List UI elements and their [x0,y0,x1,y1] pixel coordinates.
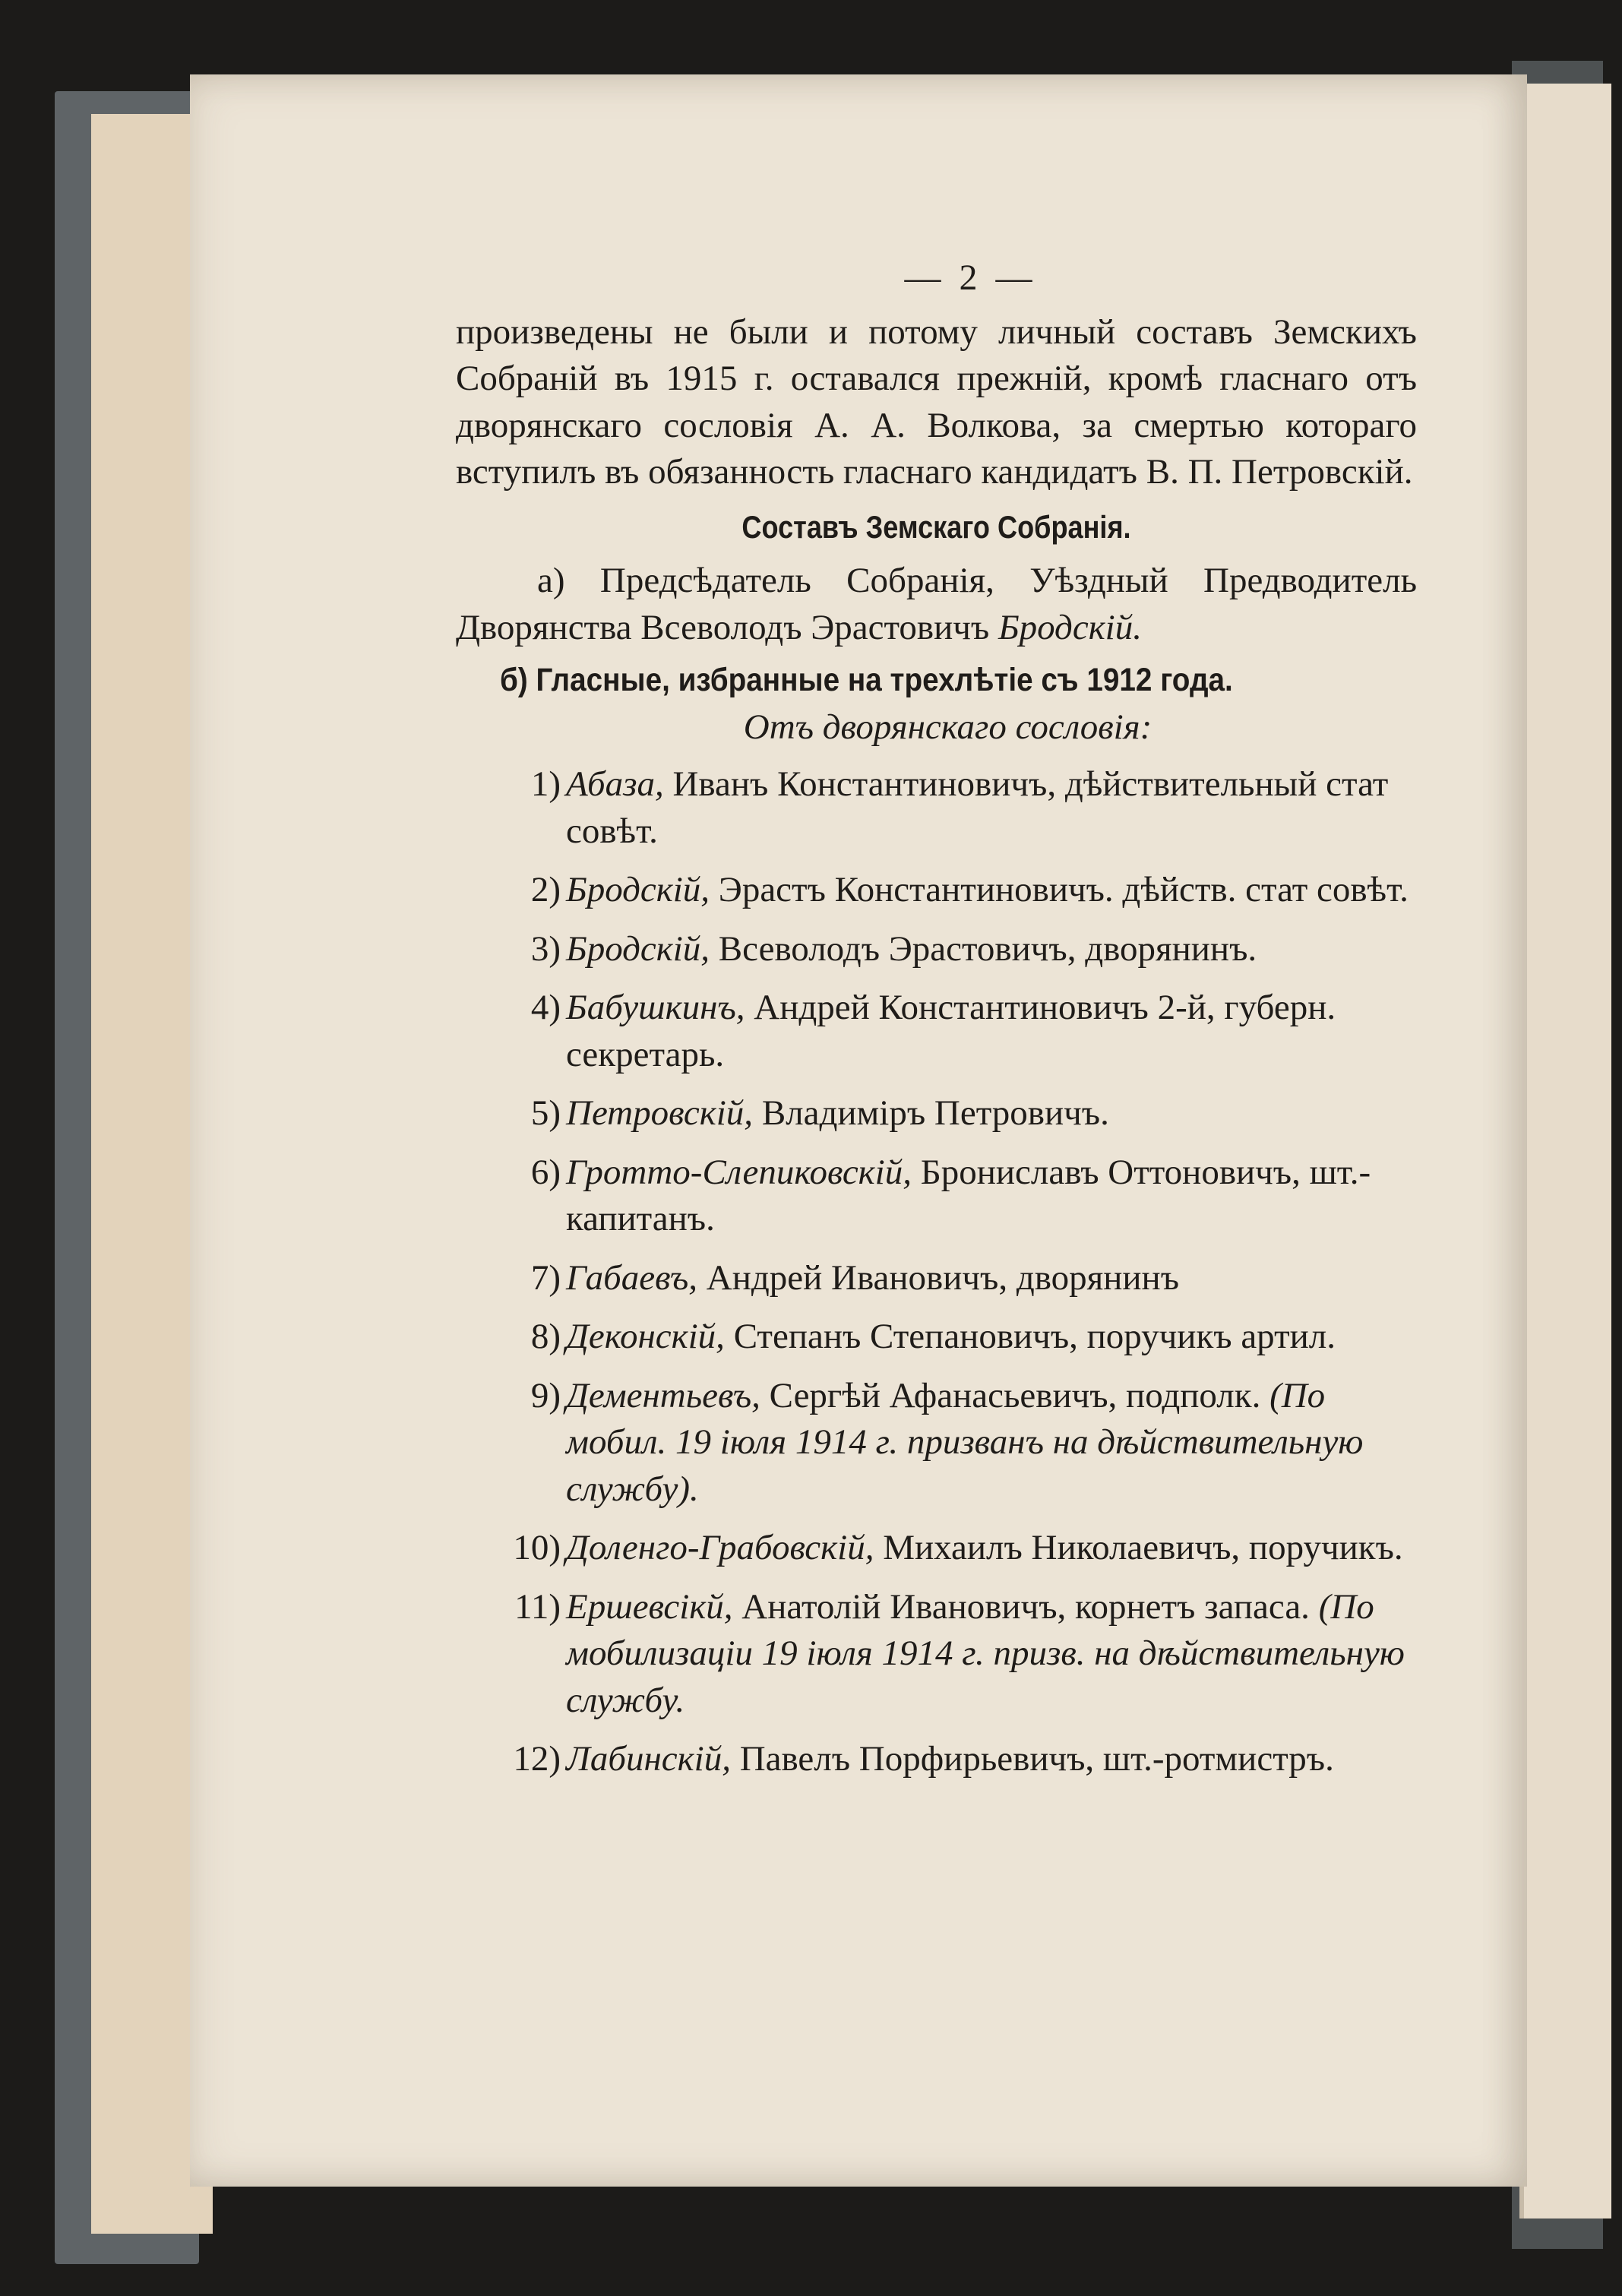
list-item [456,926,1417,973]
member-details: Михаилъ Николаевичъ, поручикъ. [874,1528,1403,1567]
member-details: Всеволодъ Эрастовичъ, дворянинъ. [710,928,1257,969]
facing-page-edge [1519,84,1611,2219]
intro-paragraph: произведены не были и потому личный составъ Земскихъ Собраній въ 1915 г. оставался прежній, кромѣ гласнаго отъ дворянскаго сословія А. А. Волкова, за смертью котораго вступилъ въ обязанность гласнаго кандидатъ В. П. Петровскій. [456,312,1417,492]
member-surname: Гротто-Слепиковскій, [566,1152,912,1192]
member-surname: Бабушкинъ, [566,988,745,1027]
member-surname: Деконскій, [566,1317,725,1356]
member-surname: Дементьевъ, [566,1375,760,1415]
list-item [456,1373,1417,1513]
member-number: 9) [530,1375,561,1415]
member-number: 1) [530,764,561,804]
chairman-paragraph [456,558,1417,651]
section-heading: Составъ Земскаго Собранія. [741,508,1131,545]
member-details: Брониславъ Оттоновичъ, шт.-капитанъ. [566,1152,1371,1238]
member-number: 7) [530,1257,561,1298]
member-surname: Бродскій, [566,870,710,909]
member-surname: Габаевъ, [566,1257,697,1298]
member-list [456,761,1417,1783]
member-note: (По мобилизаціи 19 іюля 1914 г. призв. на дѣйствительную службу. [566,1586,1405,1720]
page-text [456,255,1417,1795]
member-number: 2) [530,870,561,909]
member-surname: Петровскій, [566,1093,754,1133]
chairman-label: а) Предсѣдатель Собранія, Уѣздный Предводитель Дворянства Всеволодъ Эрастовичъ [456,561,1417,647]
member-details: Анатолій Ивановичъ, корнетъ запаса. [732,1586,1319,1627]
list-item [456,1584,1417,1725]
member-details: Павелъ Порфирьевичъ, шт.-ротмистръ. [730,1739,1334,1779]
councillors-heading: б) Гласные, избранные на трехлѣтіе съ 1912 года. [500,662,1233,698]
member-surname: Бродскій, [566,928,710,969]
member-number: 3) [530,928,561,969]
list-item [456,1525,1417,1572]
member-number: 6) [530,1152,561,1192]
member-surname: Лабинскій, [566,1739,731,1779]
list-item [456,1255,1417,1302]
member-number: 11) [514,1586,561,1627]
list-item [456,1314,1417,1361]
member-details: Андрей Константиновичъ 2-й, губерн. секретарь. [566,988,1336,1074]
member-details: Андрей Ивановичъ, дворянинъ [697,1257,1179,1298]
member-surname: Абаза, [566,764,664,804]
member-number: 12) [513,1739,561,1779]
member-details: Сергѣй Афанасьевичъ, подполк. [760,1375,1270,1415]
list-item [456,985,1417,1078]
member-number: 5) [530,1093,561,1133]
member-number: 4) [530,988,561,1027]
list-item [456,761,1417,855]
chairman-surname: Бродскій. [998,607,1142,647]
list-item [456,1150,1417,1243]
member-details: Иванъ Константиновичъ, дѣйствительный стат совѣт. [566,764,1389,851]
member-details: Степанъ Степановичъ, поручикъ артил. [724,1317,1336,1356]
page-number: — 2 — [904,258,1037,298]
list-item [456,1736,1417,1783]
member-surname: Доленго-Грабовскій, [566,1528,874,1567]
member-number: 10) [513,1528,561,1567]
member-number: 8) [530,1317,561,1356]
member-surname: Ершевсiкй, [566,1586,733,1627]
member-details: Владиміръ Петровичъ. [753,1093,1109,1133]
list-item [456,1090,1417,1137]
list-item [456,867,1417,914]
member-details: Эрастъ Константиновичъ. дѣйств. стат совѣт. [710,870,1409,909]
estate-heading: Отъ дворянскаго сословія: [743,707,1152,747]
member-note: (По мобил. 19 іюля 1914 г. призванъ на дѣйствительную службу). [566,1375,1364,1509]
